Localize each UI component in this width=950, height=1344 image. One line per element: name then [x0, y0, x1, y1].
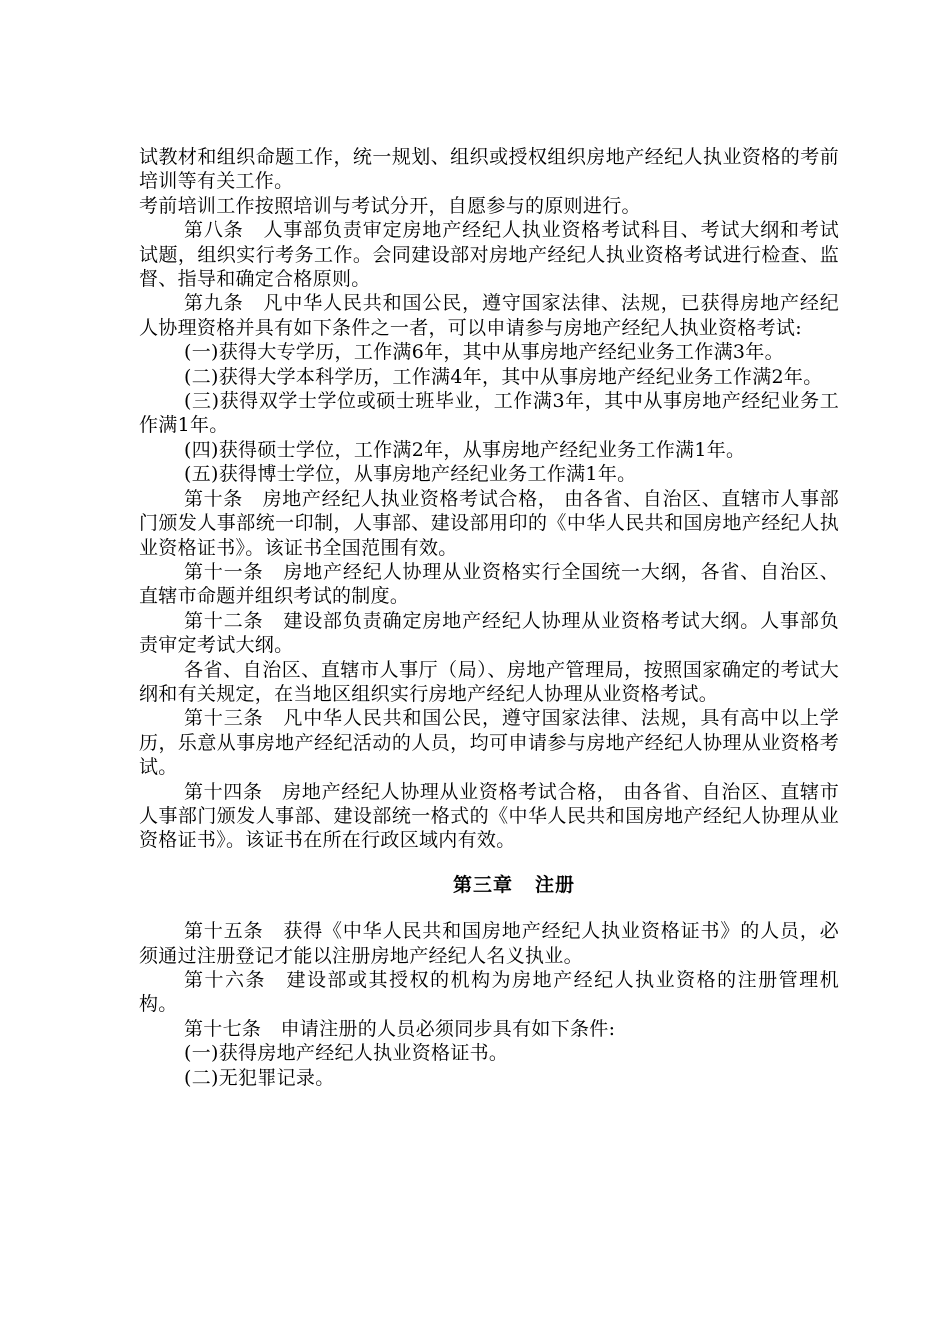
paragraph: 考前培训工作按照培训与考试分开，自愿参与的原则进行。: [139, 194, 641, 217]
chapter-title: 注册: [535, 873, 576, 896]
article-13: 第十三条 凡中华人民共和国公民，遵守国家法律、法规，具有高中以上学历，乐意从事房地产经纪活动的人员，均可申请参与房地产经纪人协理从业资格考试。: [139, 707, 839, 779]
list-item: (一)获得房地产经纪人执业资格证书。: [184, 1042, 509, 1065]
chapter-heading: [139, 873, 839, 897]
list-item: (五)获得博士学位，从事房地产经纪业务工作满1年。: [184, 463, 637, 486]
paragraph: 各省、自治区、直辖市人事厅（局）、房地产管理局，按照国家确定的考试大纲和有关规定，在当地区组织实行房地产经纪人协理从业资格考试。: [139, 658, 839, 705]
list-item: (二)获得大学本科学历，工作满4年，其中从事房地产经纪业务工作满2年。: [184, 365, 823, 388]
list-item: (一)获得大专学历，工作满6年，其中从事房地产经纪业务工作满3年。: [184, 341, 784, 364]
article-17: 第十七条 申请注册的人员必须同步具有如下条件:: [184, 1017, 616, 1040]
chapter-number: 第三章: [452, 873, 513, 896]
section-after: [139, 919, 839, 1090]
list-item: (二)无犯罪记录。: [184, 1066, 335, 1089]
list-item: (三)获得双学士学位或硕士班毕业，工作满3年，其中从事房地产经纪业务工作满1年。: [139, 390, 839, 437]
article-9: 第九条 凡中华人民共和国公民，遵守国家法律、法规，已获得房地产经纪人协理资格并具有如下条件之一者，可以申请参与房地产经纪人执业资格考试:: [139, 292, 839, 339]
list-item: (四)获得硕士学位，工作满2年，从事房地产经纪业务工作满1年。: [184, 438, 746, 461]
article-10: 第十条 房地产经纪人执业资格考试合格， 由各省、自治区、直辖市人事部门颁发人事部统一印制，人事部、建设部用印的《中华人民共和国房地产经纪人执业资格证书》。该证书全国范围有效。: [139, 487, 839, 559]
paragraph: 试教材和组织命题工作，统一规划、组织或授权组织房地产经纪人执业资格的考前培训等有关工作。: [139, 146, 839, 193]
section-before: [139, 145, 839, 853]
article-16: 第十六条 建设部或其授权的机构为房地产经纪人执业资格的注册管理机构。: [139, 969, 839, 1016]
article-11: 第十一条 房地产经纪人协理从业资格实行全国统一大纲，各省、自治区、直辖市命题并组织考试的制度。: [139, 560, 839, 608]
article-12: 第十二条 建设部负责确定房地产经纪人协理从业资格考试大纲。人事部负责审定考试大纲。: [139, 609, 839, 657]
document-page: [139, 145, 839, 1090]
article-14: 第十四条 房地产经纪人协理从业资格考试合格， 由各省、自治区、直辖市人事部门颁发人事部、建设部统一格式的《中华人民共和国房地产经纪人协理从业资格证书》。该证书在所在行政区域内有效。: [139, 780, 839, 852]
article-8: 第八条 人事部负责审定房地产经纪人执业资格考试科目、考试大纲和考试试题，组织实行考务工作。会同建设部对房地产经纪人执业资格考试进行检查、监督、指导和确定合格原则。: [139, 219, 839, 291]
article-15: 第十五条 获得《中华人民共和国房地产经纪人执业资格证书》的人员，必须通过注册登记才能以注册房地产经纪人名义执业。: [139, 920, 839, 967]
